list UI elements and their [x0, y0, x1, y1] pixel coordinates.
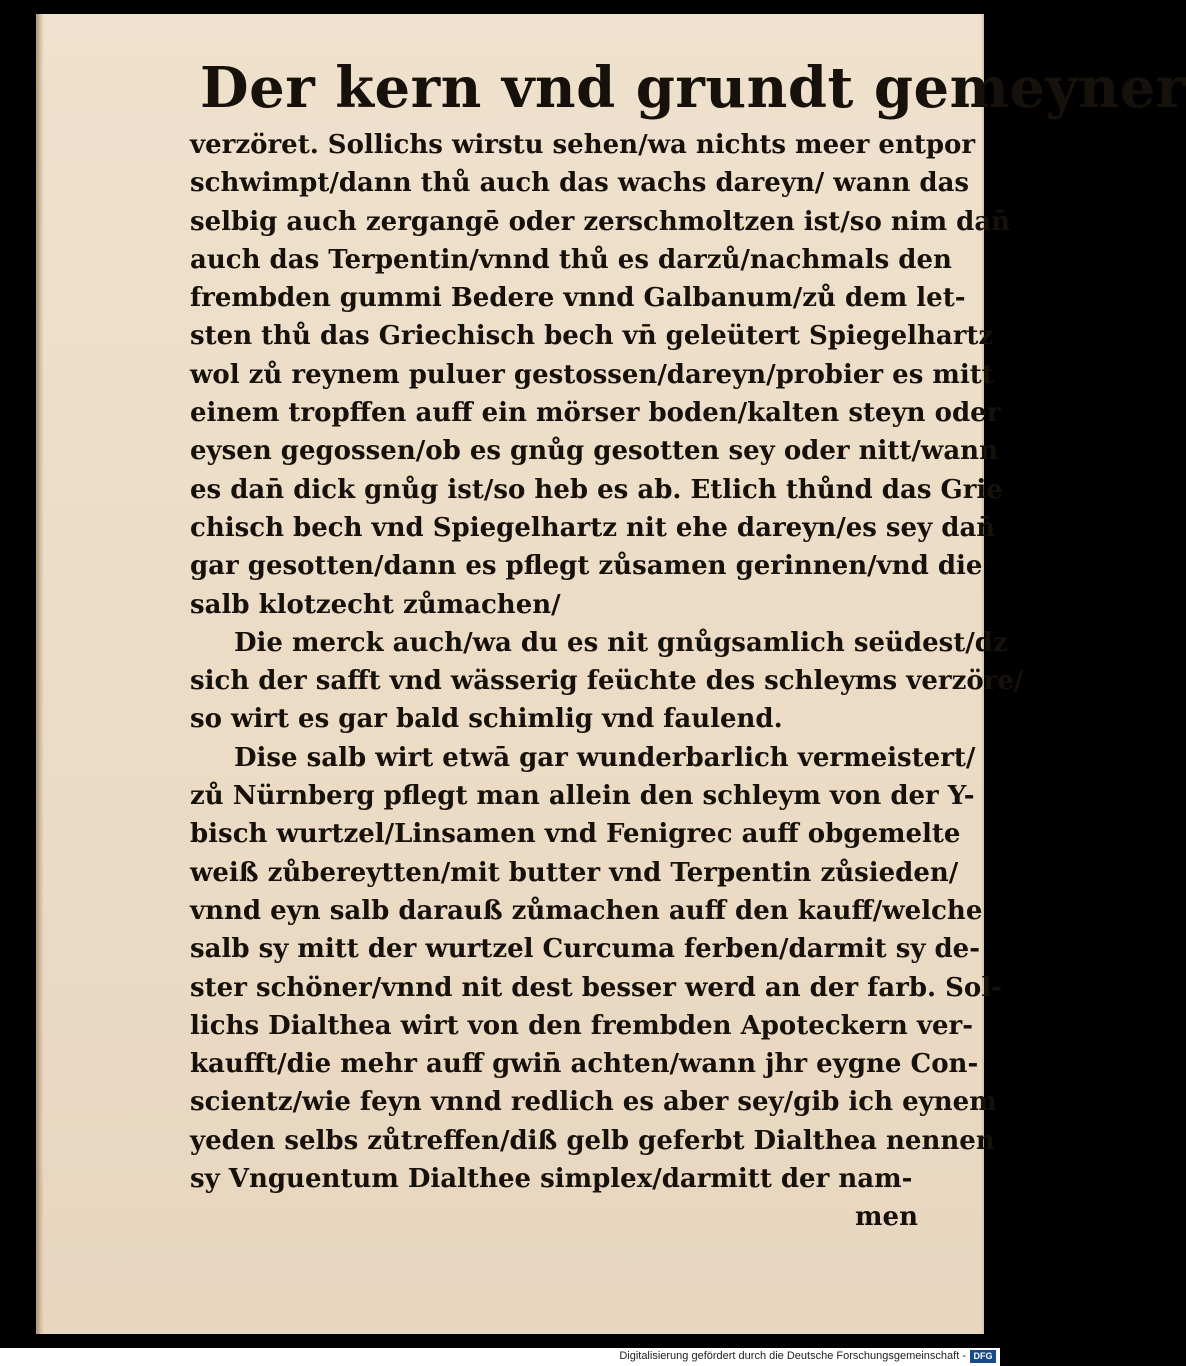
text-line: kaufft/die mehr auff gwin̄ achten/wann jhr eygne Con-	[190, 1049, 979, 1080]
text-line: vnnd eyn salb darauß zůmachen auff den kauff/welche	[190, 895, 983, 926]
text-line: einem tropffen auff ein mörser boden/kalten steyn oder	[190, 398, 1001, 429]
text-line: Die merck auch/wa du es nit gnůgsamlich seüdest/dz	[234, 627, 1008, 658]
text-line: weiß zůbereytten/mit butter vnd Terpentin zůsieden/	[190, 857, 959, 888]
text-line: bisch wurtzel/Linsamen vnd Fenigrec auff obgemelte	[190, 819, 961, 850]
text-line: auch das Terpentin/vnnd thů es darzů/nachmals den	[190, 244, 952, 275]
text-line: so wirt es gar bald schimlig vnd faulend.	[190, 704, 783, 735]
text-line: selbig auch zergangē oder zerschmoltzen ist/so nim dan̄	[190, 206, 1011, 237]
digitization-footer	[0, 1348, 1000, 1366]
text-line: yeden selbs zůtreffen/diß gelb geferbt Dialthea nennen	[190, 1125, 995, 1156]
catchword: men	[855, 1202, 918, 1233]
text-line: salb klotzecht zůmachen/	[190, 589, 561, 620]
running-head: Der kern vnd grundt gemeyner	[200, 55, 1186, 121]
text-line: eysen gegossen/ob es gnůg gesotten sey oder nitt/wann	[190, 436, 998, 467]
text-line: es dan̄ dick gnůg ist/so heb es ab. Etlich thůnd das Grie	[190, 474, 1003, 505]
text-line: zů Nürnberg pflegt man allein den schleym von der Y-	[190, 781, 975, 812]
text-line: sten thů das Griechisch bech vn̄ geleütert Spiegelhartz	[190, 321, 994, 352]
text-line: salb sy mitt der wurtzel Curcuma ferben/darmit sy de-	[190, 934, 981, 965]
text-line: sich der safft vnd wässerig feüchte des schleyms verzöre/	[190, 666, 1024, 697]
text-line: verzöret. Sollichs wirstu sehen/wa nichts meer entpor	[190, 130, 976, 160]
text-line: wol zů reynem puluer gestossen/dareyn/probier es mitt	[190, 359, 994, 390]
text-line: lichs Dialthea wirt von den frembden Apoteckern ver-	[190, 1010, 973, 1041]
body-text	[190, 126, 1024, 1237]
text-line: ster schöner/vnnd nit dest besser werd an der farb. Sol-	[190, 972, 1002, 1003]
text-line: schwimpt/dann thů auch das wachs dareyn/ wann das	[190, 168, 970, 199]
funding-credit: Digitalisierung gefördert durch die Deutsche Forschungsgemeinschaft -	[619, 1350, 966, 1362]
page-gutter-shadow	[36, 14, 44, 1334]
text-line: scientz/wie feyn vnnd redlich es aber sey/gib ich eynem	[190, 1087, 997, 1118]
text-line: gar gesotten/dann es pflegt zůsamen gerinnen/vnd die	[190, 551, 983, 582]
text-line: frembden gummi Bedere vnnd Galbanum/zů dem let-	[190, 283, 966, 314]
text-line: chisch bech vnd Spiegelhartz nit ehe dareyn/es sey dan̄	[190, 512, 996, 543]
text-line: sy Vnguentum Dialthee simplex/darmitt der nam-	[190, 1164, 913, 1195]
dfg-logo: DFG	[970, 1350, 996, 1363]
text-line: Dise salb wirt etwā gar wunderbarlich vermeistert/	[234, 742, 976, 773]
